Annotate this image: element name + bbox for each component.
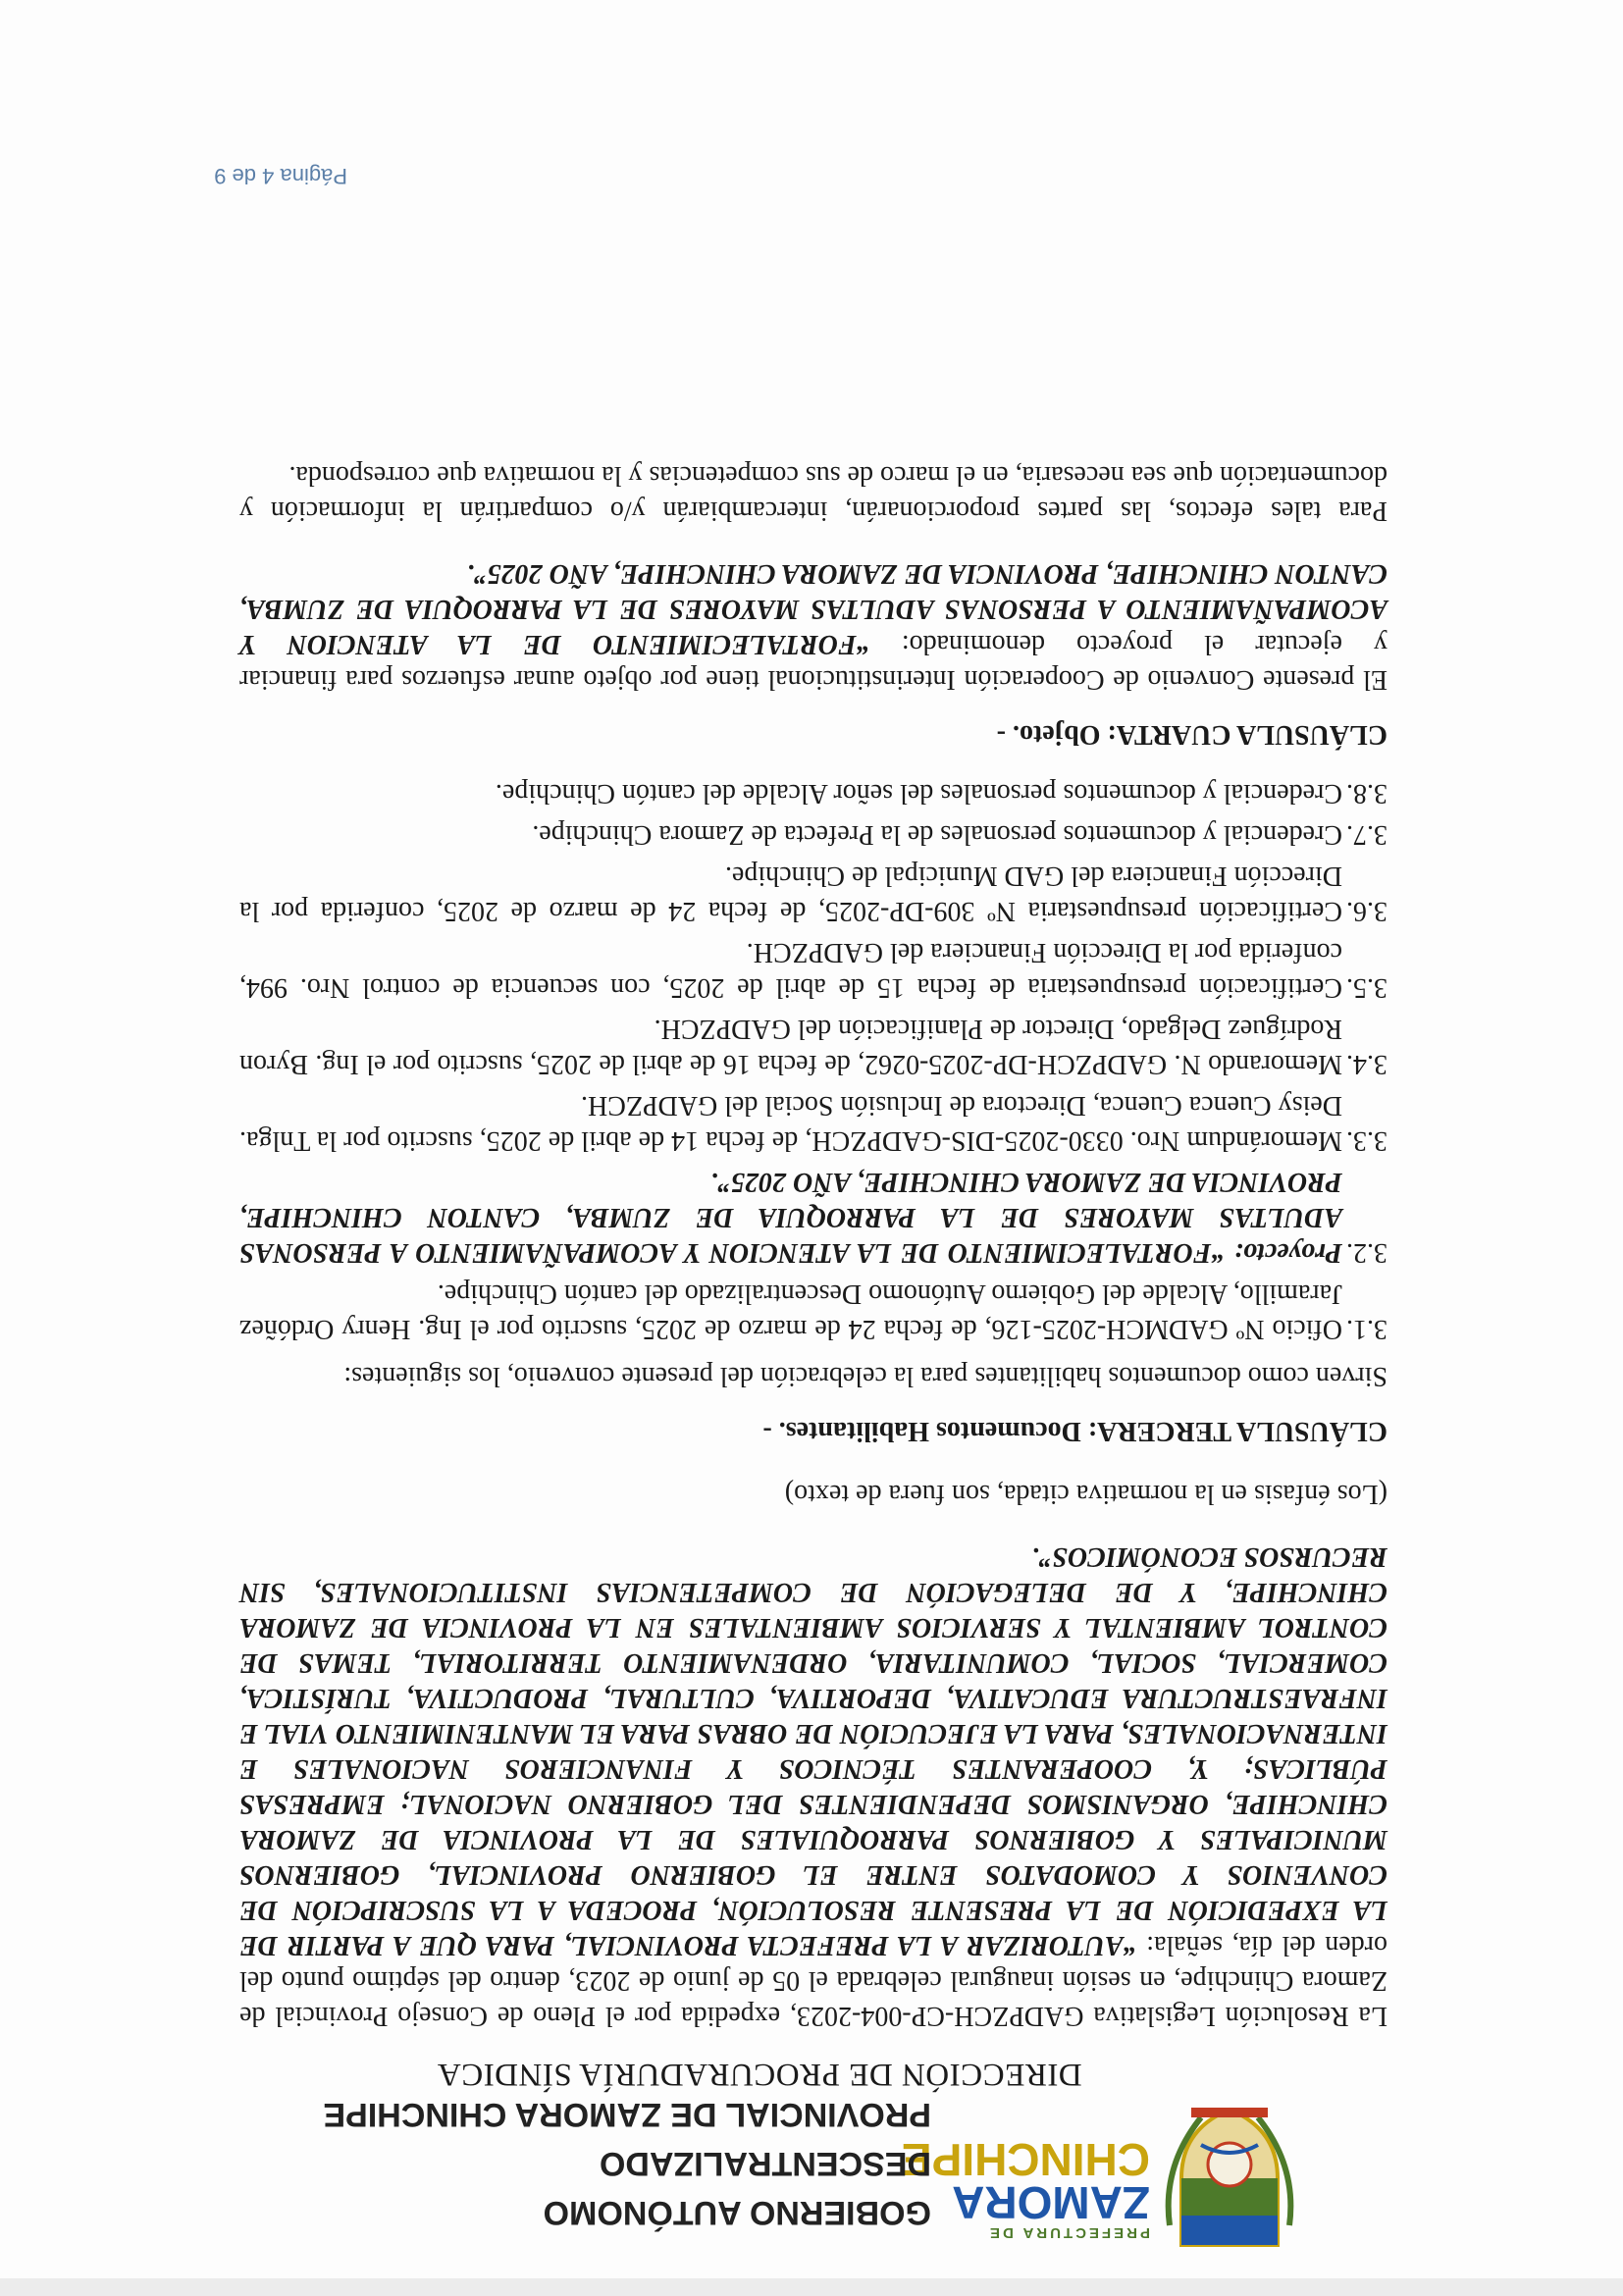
intro-quote: “AUTORIZAR A LA PREFECTA PROVINCIAL, PARA QUE A PARTIR DE LA EXPEDICIÓN DE LA PRESENTE RESOLUCIÓN, PROCEDA A LA SUSCRIPCIÓN DE CONVENIOS Y COMODATOS ENTRE EL GOBIERNO PROVINCIAL, GOBIERNOS MUNICIPALES Y GOBIERNOS PARROQUIALES DE LA PROVINCIA DE ZAMORA CHINCHIPE, ORGANISMOS DEPENDIENTES DEL GOBIERNO NACIONAL; EMPRESAS PÚBLICAS; Y, COOPERANTES TÉCNICOS Y FINANCIEROS NACIONALES E INTERNACIONALES, PARA LA EJECUCIÓN DE OBRAS PARA EL MANTENIMIENTO VIAL E INFRAESTRUCTURA EDUCATIVA, DEPORTIVA, CULTURAL, PRODUCTIVA, TURÍSTICA, COMERCIAL, SOCIAL, COMUNITARIA, ORDENAMIENTO TERRITORIAL, TEMAS DE CONTROL AMBIENTAL Y SERVICIOS AMBIENTALES EN LA PROVINCIA DE ZAMORA CHINCHIPE, Y DE DELEGACIÓN DE COMPETENCIAS INSTITUCIONALES, SIN RECURSOS ECONÓMICOS”. bbox=[238, 1541, 1387, 1960]
coat-of-arms-icon bbox=[1162, 2106, 1297, 2255]
list-item bbox=[239, 775, 1387, 810]
item-number: 3.4. bbox=[1346, 1049, 1387, 1079]
brand-wordmark bbox=[901, 2134, 1150, 2241]
item-text: Credencial y documentos personales de la Prefecta de Zamora Chinchipe. bbox=[532, 819, 1342, 850]
intro-text: La Resolución Legislativa GADPZCH-CP-004-2023, expedida por el Pleno de Consejo Provincial de Zamora Chinchipe, en sesión inaugural celebrada el 05 de junio de 2023, dentro del séptimo punto del orden del día, señala: bbox=[239, 1930, 1387, 2031]
clause-4-text: El presente Convenio de Cooperación Interinstitucional tiene por objeto aunar esfuerzos para financiar y ejecutar el proyecto denominado: bbox=[239, 629, 1387, 695]
item-number: 3.2. bbox=[1346, 1237, 1387, 1268]
page-number: Página 4 de 9 bbox=[214, 164, 347, 188]
list-item bbox=[239, 1087, 1387, 1158]
item-number: 3.6. bbox=[1346, 896, 1387, 926]
closing-paragraph: Para tales efectos, las partes proporcionarán, intercambiarán y/o compartirán la información y documentación que sea necesaria, en el marco de sus competencias y la normativa que corresponda. bbox=[239, 460, 1387, 526]
list-item bbox=[239, 1276, 1387, 1346]
list-item bbox=[239, 1011, 1387, 1081]
document-body bbox=[239, 430, 1387, 2033]
brand-line-2: CHINCHIPE bbox=[901, 2134, 1150, 2185]
item-text: Memorando N. GADPZCH-DP-2025-0262, de fecha 16 de abril de 2025, suscrito por el Ing. Byron Rodríguez Delgado, Director de Planificación del GADPZCH. bbox=[239, 1014, 1342, 1079]
list-item bbox=[239, 934, 1387, 1005]
clause-4-heading: CLÁUSULA CUARTA: Objeto. - bbox=[996, 719, 1387, 750]
clause-4-project: “FORTALECIMIENTO DE LA ATENCION Y ACOMPAÑAMIENTO A PERSONAS ADULTAS MAYORES DE LA PARROQUIA DE ZUMBA, CANTON CHINCHIPE, PROVINCIA DE ZAMORA CHINCHIPE, AÑO 2025”. bbox=[238, 558, 1387, 659]
item-text: Proyecto: “FORTALECIMIENTO DE LA ATENCION Y ACOMPAÑAMIENTO A PERSONAS ADULTAS MAYORES DE LA PARROQUIA DE ZUMBA, CANTON CHINCHIPE, PROVINCIA DE ZAMORA CHINCHIPE, AÑO 2025”. bbox=[239, 1167, 1342, 1268]
institution-name bbox=[244, 2090, 931, 2237]
brand-prefix: PREFECTURA DE bbox=[987, 2224, 1150, 2241]
institution-line-2: PROVINCIAL DE ZAMORA CHINCHIPE bbox=[323, 2096, 931, 2133]
item-number: 3.1. bbox=[1346, 1314, 1387, 1344]
clause-4-paragraph bbox=[239, 555, 1387, 697]
item-text: Certificación presupuestaria Nº 309-DP-2025, de fecha 24 de marzo de 2025, conferida por la Dirección Financiera del GAD Municipal de Chinchipe. bbox=[239, 861, 1342, 926]
list-item bbox=[239, 858, 1387, 928]
item-text: Certificación presupuestaria de fecha 15 de abril de 2025, con secuencia de control Nro. 994, conferida por la Dirección Financiera del GADPZCH. bbox=[239, 937, 1342, 1003]
letterhead bbox=[0, 2021, 1623, 2296]
enabling-documents-list bbox=[239, 775, 1387, 1346]
list-item bbox=[239, 816, 1387, 852]
item-text: Memorándum Nro. 0330-2025-DIS-GADPZCH, de fecha 14 de abril de 2025, suscrito por la Tnlga. Deisy Cuenca Cuenca, Directora de Inclusión Social del GADPZCH. bbox=[239, 1090, 1342, 1156]
item-text: Oficio Nº GADMCH-2025-126, de fecha 24 de marzo de 2025, suscrito por el Ing. Henry Ordóñez Jaramillo, Alcalde del Gobierno Autónomo Descentralizado del cantón Chinchipe. bbox=[239, 1278, 1342, 1344]
emphasis-note: (Los énfasis en la normativa citada, son fuera de texto) bbox=[784, 1479, 1387, 1509]
item-number: 3.8. bbox=[1346, 778, 1387, 809]
intro-paragraph bbox=[239, 1539, 1387, 2033]
item-number: 3.7. bbox=[1346, 819, 1387, 850]
department-title: DIRECCIÓN DE PROCURADURÍA SÍNDICA bbox=[437, 2057, 1082, 2092]
clause-3-heading: CLÁUSULA TERCERA: Documentos Habilitantes. - bbox=[762, 1416, 1387, 1446]
item-text: Credencial y documentos personales del señor Alcalde del cantón Chinchipe. bbox=[495, 778, 1342, 809]
item-number: 3.3. bbox=[1346, 1125, 1387, 1156]
clause-3-intro: Sirven como documentos habilitantes para la celebración del presente convenio, los siguientes: bbox=[343, 1361, 1387, 1391]
list-item bbox=[239, 1164, 1387, 1270]
institution-line-1: GOBIERNO AUTÓNOMO DESCENTRALIZADO bbox=[543, 2145, 931, 2231]
brand-line-1: ZAMORA bbox=[952, 2177, 1150, 2228]
item-number: 3.5. bbox=[1346, 972, 1387, 1003]
